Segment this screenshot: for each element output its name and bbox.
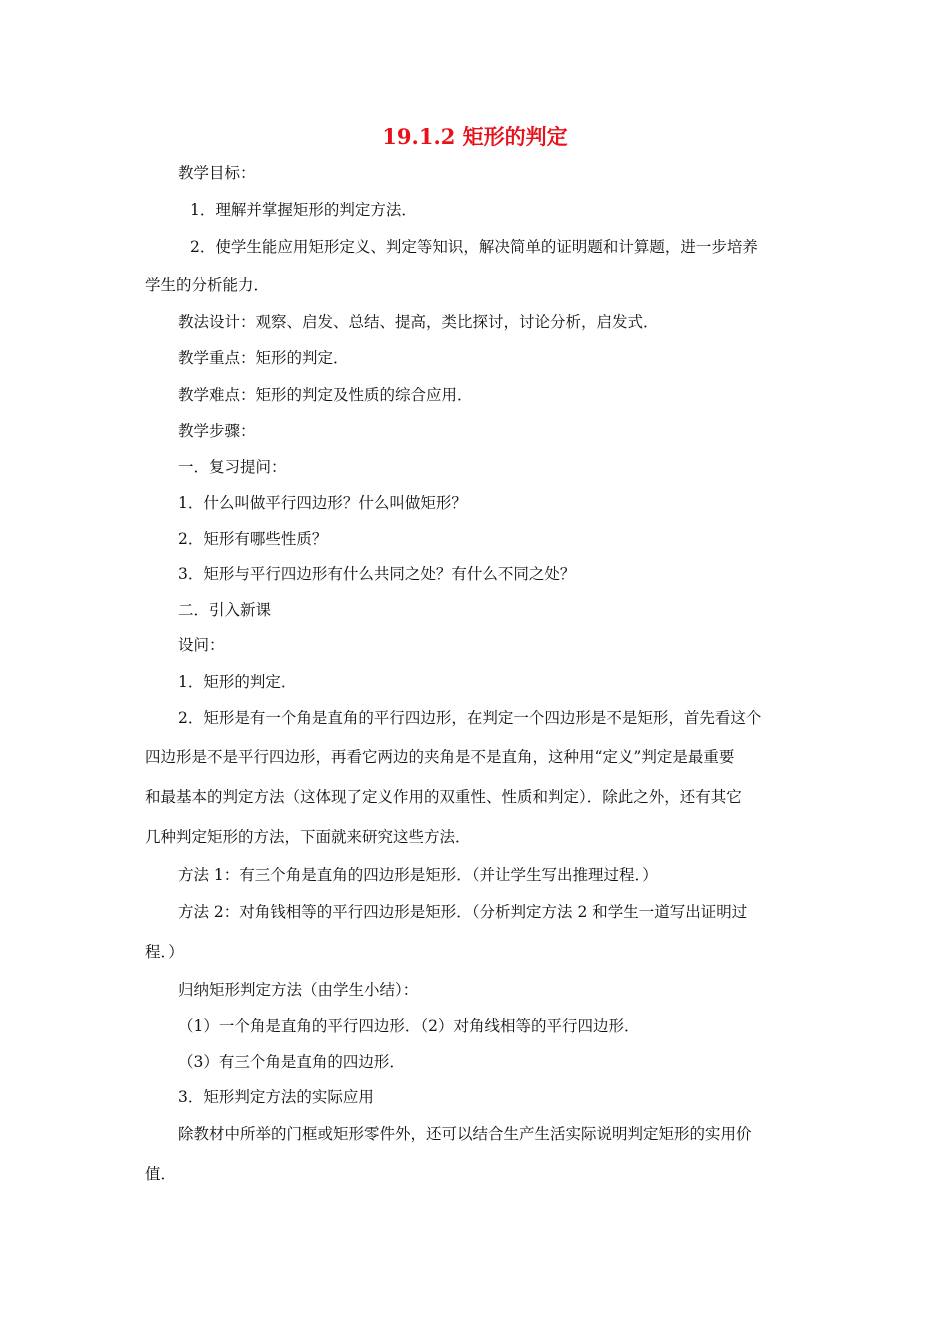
method-2-continued: 程．） (145, 943, 184, 961)
new-lesson-item-2-line-4: 几种判定矩形的方法，下面就来研究这些方法． (145, 828, 471, 846)
application-text: 除教材中所举的门框或矩形零件外，还可以结合生产生活实际说明判定矩形的实用价 (178, 1125, 752, 1143)
section-review-questions: 一．复习提问： (178, 458, 287, 476)
section-new-lesson: 二．引入新课 (178, 601, 272, 619)
teaching-difficulty: 教学难点：矩形的判定及性质的综合应用． (178, 386, 473, 404)
question-prompt: 设问： (178, 636, 225, 654)
summary-item-3: （3）有三个角是直角的四边形． (178, 1053, 405, 1071)
review-question-2: 2．矩形有哪些性质？ (178, 530, 328, 548)
new-lesson-item-3: 3．矩形判定方法的实际应用 (178, 1088, 374, 1106)
goal-2-continued: 学生的分析能力． (145, 276, 270, 294)
goal-2: 2．使学生能应用矩形定义、判定等知识，解决简单的证明题和计算题，进一步培养 (190, 238, 758, 256)
application-text-continued: 值． (145, 1165, 177, 1183)
goal-1: 1．理解并掌握矩形的判定方法． (190, 201, 417, 219)
method-1: 方法 1：有三个角是直角的四边形是矩形．（并让学生写出推理过程．） (178, 866, 658, 884)
summary-heading: 归纳矩形判定方法（由学生小结）： (178, 981, 419, 999)
method-2: 方法 2：对角钱相等的平行四边形是矩形．（分析判定方法 2 和学生一道写出证明过 (178, 903, 748, 921)
review-question-3: 3．矩形与平行四边形有什么共同之处？有什么不同之处？ (178, 565, 576, 583)
review-question-1: 1．什么叫做平行四边形？什么叫做矩形？ (178, 494, 467, 512)
new-lesson-item-2-line-2: 四边形是不是平行四边形，再看它两边的夹角是不是直角，这种用“定义”判定是最重要 (145, 748, 735, 766)
document-title: 19.1.2 矩形的判定 (382, 124, 568, 149)
teaching-key-point: 教学重点：矩形的判定． (178, 349, 349, 367)
section-teaching-steps: 教学步骤： (178, 422, 256, 440)
teaching-method: 教法设计：观察、启发、总结、提高，类比探讨，讨论分析，启发式． (178, 313, 659, 331)
new-lesson-item-1: 1．矩形的判定． (178, 673, 297, 691)
summary-items-1-2: （1）一个角是直角的平行四边形．（2）对角线相等的平行四边形． (178, 1017, 640, 1035)
section-teaching-goals: 教学目标： (178, 164, 256, 182)
new-lesson-item-2: 2．矩形是有一个角是直角的平行四边形，在判定一个四边形是不是矩形，首先看这个 (178, 709, 762, 727)
new-lesson-item-2-line-3: 和最基本的判定方法（这体现了定义作用的双重性、性质和判定）．除此之外，还有其它 (145, 788, 742, 806)
